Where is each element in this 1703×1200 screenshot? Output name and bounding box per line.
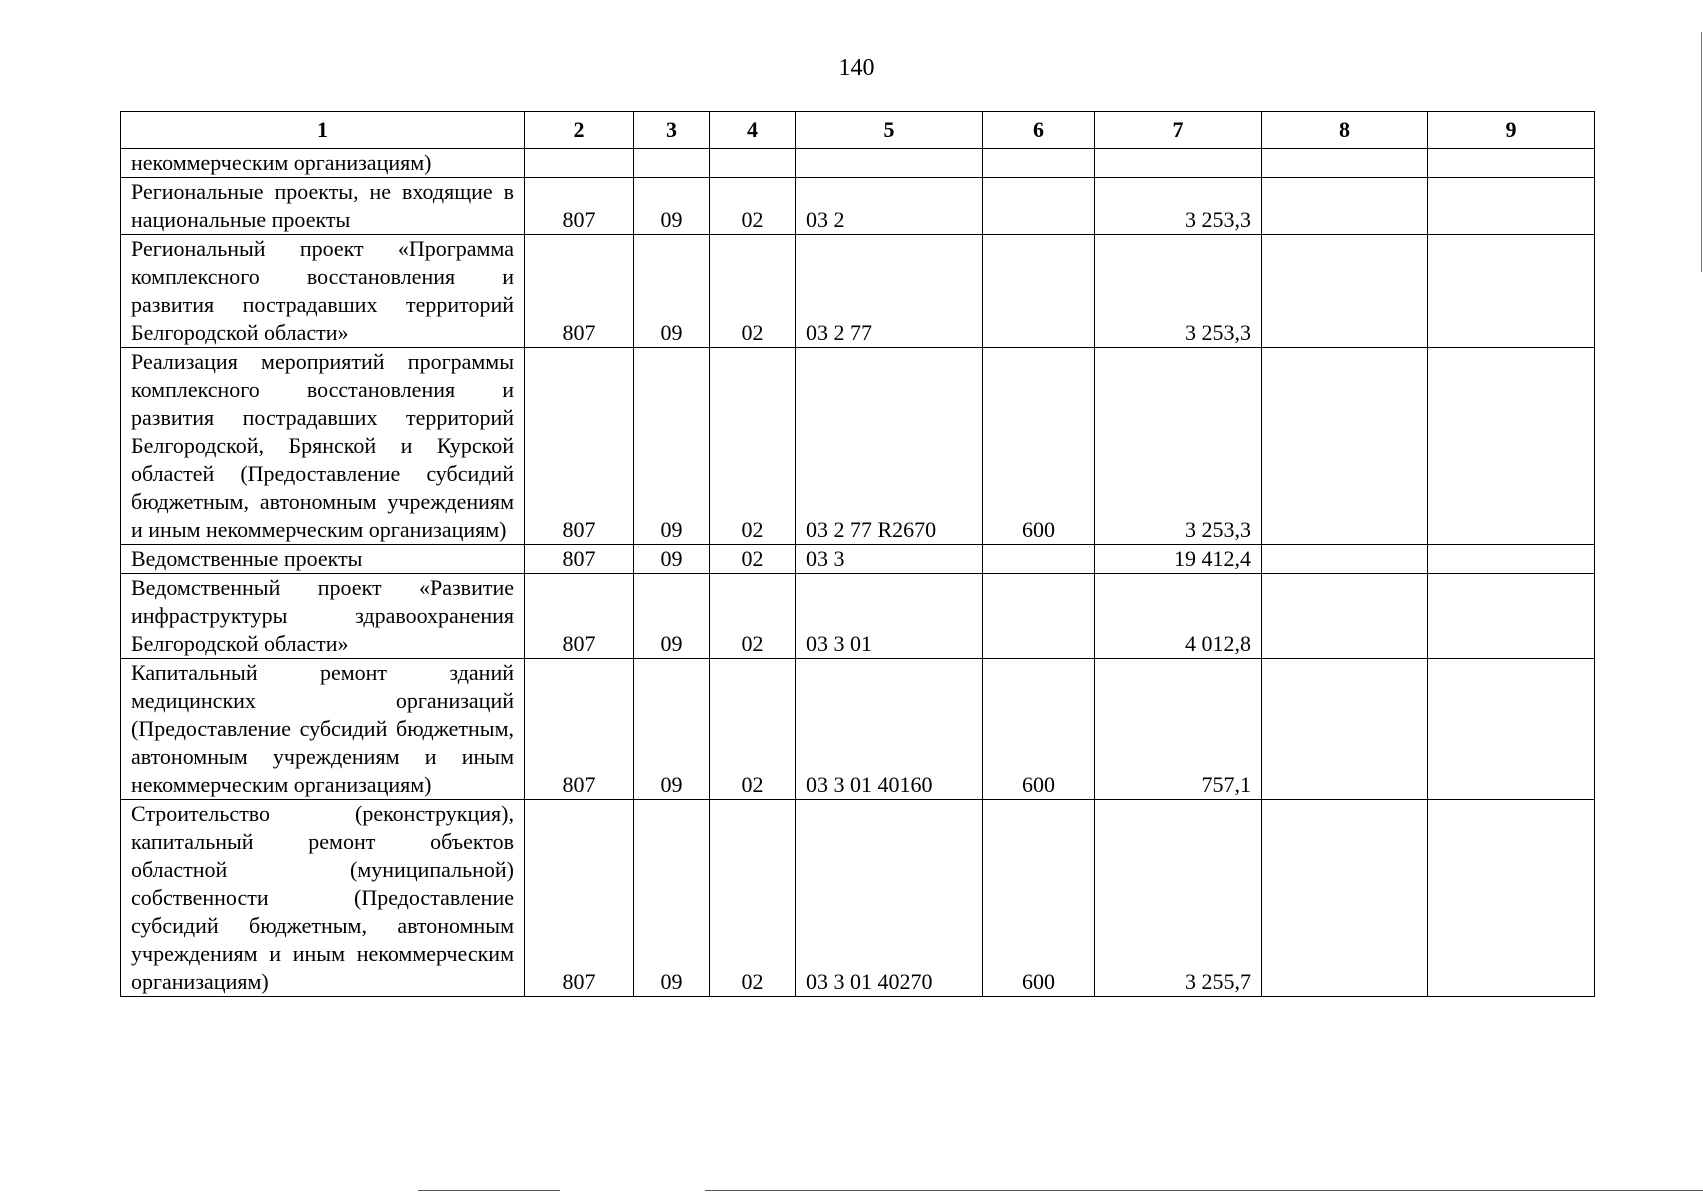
cell-amount: 4 012,8 xyxy=(1095,574,1262,659)
cell-col8 xyxy=(1262,348,1428,545)
cell-target-article: 03 3 01 40160 xyxy=(796,659,983,800)
cell-col9 xyxy=(1428,800,1595,997)
cell-expense-type: 600 xyxy=(983,659,1095,800)
cell-target-article: 03 3 01 40270 xyxy=(796,800,983,997)
scan-artifact-line xyxy=(705,1190,1703,1191)
cell-ministry xyxy=(525,149,634,178)
column-header: 2 xyxy=(525,112,634,149)
cell-section: 09 xyxy=(634,545,710,574)
column-header: 8 xyxy=(1262,112,1428,149)
cell-subsection: 02 xyxy=(710,348,796,545)
cell-amount: 3 253,3 xyxy=(1095,235,1262,348)
column-header: 1 xyxy=(121,112,525,149)
cell-expense-type: 600 xyxy=(983,800,1095,997)
cell-col8 xyxy=(1262,574,1428,659)
cell-ministry: 807 xyxy=(525,545,634,574)
table-row xyxy=(121,545,1595,574)
cell-col9 xyxy=(1428,659,1595,800)
cell-amount: 757,1 xyxy=(1095,659,1262,800)
cell-target-article: 03 3 01 xyxy=(796,574,983,659)
column-header: 4 xyxy=(710,112,796,149)
cell-section: 09 xyxy=(634,800,710,997)
cell-target-article: 03 3 xyxy=(796,545,983,574)
cell-subsection: 02 xyxy=(710,178,796,235)
cell-subsection: 02 xyxy=(710,659,796,800)
cell-col9 xyxy=(1428,235,1595,348)
cell-section xyxy=(634,149,710,178)
cell-col8 xyxy=(1262,149,1428,178)
cell-col8 xyxy=(1262,545,1428,574)
cell-amount: 3 253,3 xyxy=(1095,178,1262,235)
cell-section: 09 xyxy=(634,178,710,235)
row-name: Региональные проекты, не входящие в национальные проекты xyxy=(121,178,525,235)
cell-col9 xyxy=(1428,178,1595,235)
cell-expense-type xyxy=(983,149,1095,178)
column-header: 6 xyxy=(983,112,1095,149)
table-row xyxy=(121,348,1595,545)
row-name: некоммерческим организациям) xyxy=(121,149,525,178)
cell-section: 09 xyxy=(634,574,710,659)
row-name: Капитальный ремонт зданий медицинских организаций (Предоставление субсидий бюджетным, автономным учреждениям и иным некоммерческим организациям) xyxy=(121,659,525,800)
table-row xyxy=(121,659,1595,800)
row-name: Ведомственные проекты xyxy=(121,545,525,574)
table-row xyxy=(121,800,1595,997)
cell-target-article: 03 2 77 R2670 xyxy=(796,348,983,545)
column-header: 7 xyxy=(1095,112,1262,149)
cell-ministry: 807 xyxy=(525,348,634,545)
cell-target-article xyxy=(796,149,983,178)
cell-section: 09 xyxy=(634,659,710,800)
cell-expense-type xyxy=(983,178,1095,235)
cell-col8 xyxy=(1262,178,1428,235)
cell-section: 09 xyxy=(634,235,710,348)
cell-ministry: 807 xyxy=(525,659,634,800)
column-header: 9 xyxy=(1428,112,1595,149)
cell-subsection xyxy=(710,149,796,178)
budget-table xyxy=(120,111,1595,997)
scan-artifact-line xyxy=(418,1190,560,1191)
cell-target-article: 03 2 77 xyxy=(796,235,983,348)
cell-col9 xyxy=(1428,574,1595,659)
cell-section: 09 xyxy=(634,348,710,545)
cell-col9 xyxy=(1428,545,1595,574)
cell-target-article: 03 2 xyxy=(796,178,983,235)
column-header: 3 xyxy=(634,112,710,149)
cell-ministry: 807 xyxy=(525,235,634,348)
cell-col8 xyxy=(1262,800,1428,997)
cell-ministry: 807 xyxy=(525,178,634,235)
cell-expense-type xyxy=(983,545,1095,574)
table-header-row xyxy=(121,112,1595,149)
table-row xyxy=(121,178,1595,235)
cell-col8 xyxy=(1262,235,1428,348)
row-name: Региональный проект «Программа комплексного восстановления и развития пострадавших территорий Белгородской области» xyxy=(121,235,525,348)
table-row xyxy=(121,149,1595,178)
cell-amount: 3 255,7 xyxy=(1095,800,1262,997)
row-name: Ведомственный проект «Развитие инфраструктуры здравоохранения Белгородской области» xyxy=(121,574,525,659)
cell-ministry: 807 xyxy=(525,574,634,659)
column-header: 5 xyxy=(796,112,983,149)
table-row xyxy=(121,235,1595,348)
cell-col8 xyxy=(1262,659,1428,800)
cell-expense-type xyxy=(983,574,1095,659)
cell-col9 xyxy=(1428,348,1595,545)
cell-amount xyxy=(1095,149,1262,178)
cell-expense-type: 600 xyxy=(983,348,1095,545)
cell-col9 xyxy=(1428,149,1595,178)
row-name: Строительство (реконструкция), капитальный ремонт объектов областной (муниципальной) собственности (Предоставление субсидий бюджетным, автономным учреждениям и иным некоммерческим организациям) xyxy=(121,800,525,997)
cell-subsection: 02 xyxy=(710,574,796,659)
cell-expense-type xyxy=(983,235,1095,348)
table-row xyxy=(121,574,1595,659)
cell-subsection: 02 xyxy=(710,800,796,997)
cell-amount: 3 253,3 xyxy=(1095,348,1262,545)
cell-amount: 19 412,4 xyxy=(1095,545,1262,574)
cell-ministry: 807 xyxy=(525,800,634,997)
scan-artifact-edge xyxy=(1701,32,1702,272)
cell-subsection: 02 xyxy=(710,235,796,348)
cell-subsection: 02 xyxy=(710,545,796,574)
page-number: 140 xyxy=(838,55,875,81)
row-name: Реализация мероприятий программы комплексного восстановления и развития пострадавших территорий Белгородской, Брянской и Курской областей (Предоставление субсидий бюджетным, автономным учреждениям и иным некоммерческим организациям) xyxy=(121,348,525,545)
